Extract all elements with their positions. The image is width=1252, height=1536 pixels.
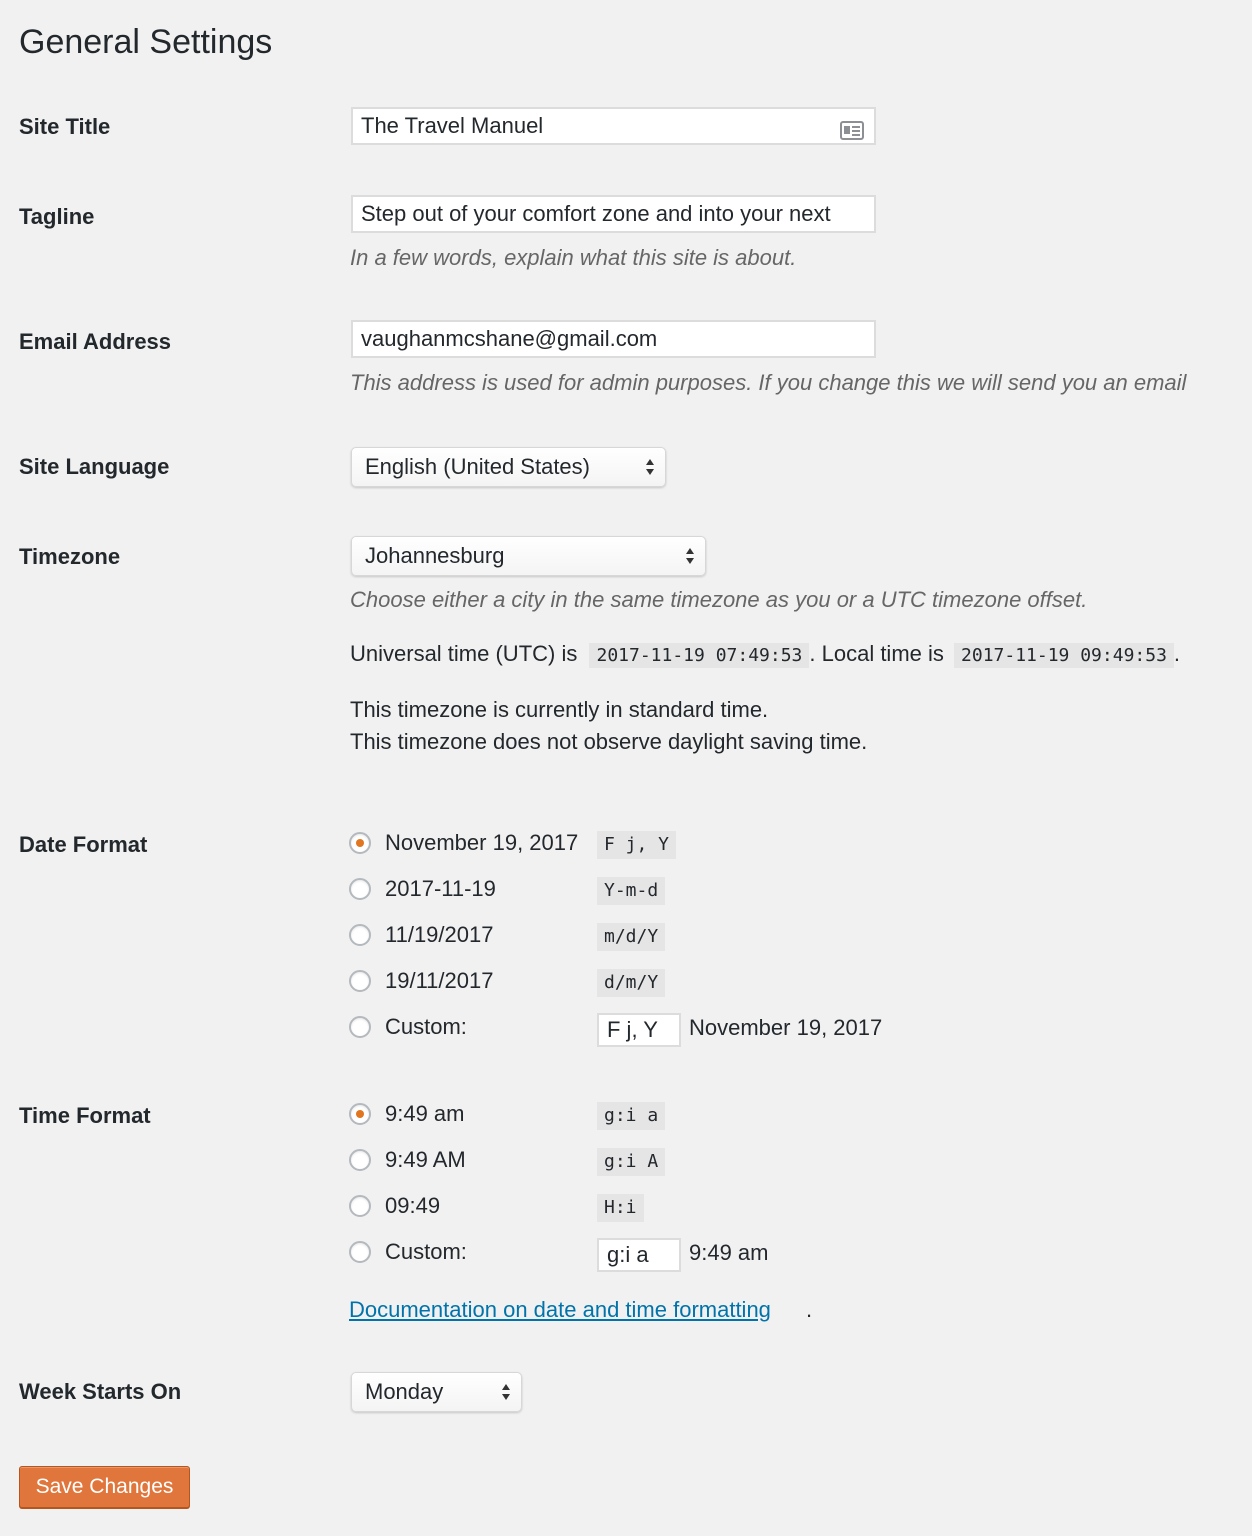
date-format-code: d/m/Y [597,969,665,997]
select-arrows-icon [685,546,695,566]
time-format-code: g:i A [597,1148,665,1176]
timezone-description: Choose either a city in the same timezone as you or a UTC timezone offset. [350,587,1088,612]
week-starts-value: Monday [365,1379,444,1404]
local-time-code: 2017-11-19 09:49:53 [954,643,1174,668]
local-suffix: . [1173,641,1181,666]
time-format-option-label: 09:49 [385,1193,441,1218]
time-format-custom-preview: 9:49 am [689,1240,769,1265]
tagline-input[interactable]: Step out of your comfort zone and into your next [351,195,876,233]
week-starts-select[interactable] [351,1372,522,1412]
local-prefix: . Local time is [809,641,944,666]
site-title-value: The Travel Manuel [361,113,544,138]
site-title-label: Site Title [19,114,111,139]
documentation-link-suffix: . [806,1297,813,1322]
site-title-input[interactable] [351,107,876,145]
timezone-select[interactable] [351,536,706,576]
time-format-option-label: 9:49 AM [385,1147,466,1172]
time-format-radio[interactable] [349,1149,371,1171]
date-format-option-label: 11/19/2017 [385,922,494,947]
time-format-custom-input[interactable]: g:i a [597,1238,681,1272]
date-format-radio[interactable] [349,924,371,946]
time-format-radio[interactable] [349,1195,371,1217]
date-format-code: Y-m-d [597,877,665,905]
date-format-option-label: 19/11/2017 [385,968,494,993]
timezone-label: Timezone [19,544,121,569]
standard-time-note: This timezone is currently in standard time. [350,697,769,722]
tagline-label: Tagline [19,204,95,229]
contact-card-icon[interactable] [840,116,864,135]
select-arrows-icon [645,457,655,477]
date-format-label: Date Format [19,832,148,857]
utc-time-code: 2017-11-19 07:49:53 [589,643,809,668]
timezone-value: Johannesburg [365,543,505,568]
time-format-radio[interactable] [349,1103,371,1125]
week-starts-label: Week Starts On [19,1379,182,1404]
time-format-option-label: 9:49 am [385,1101,465,1126]
date-format-custom-input[interactable]: F j, Y [597,1013,681,1047]
tagline-description: In a few words, explain what this site is about. [350,245,797,270]
utc-time-line [350,639,1180,670]
date-format-option-label: November 19, 2017 [385,830,579,855]
date-format-option-label: 2017-11-19 [385,876,496,901]
email-label: Email Address [19,329,172,354]
date-format-radio[interactable] [349,878,371,900]
site-language-value: English (United States) [365,454,590,479]
email-description: This address is used for admin purposes. If you change this we will send you an email [350,370,1187,395]
date-format-code: m/d/Y [597,923,665,951]
utc-prefix: Universal time (UTC) is [350,641,578,666]
date-format-custom-radio[interactable] [349,1016,371,1038]
documentation-link[interactable]: Documentation on date and time formatting [349,1297,771,1322]
date-format-radio[interactable] [349,832,371,854]
dst-note: This timezone does not observe daylight saving time. [350,729,868,754]
date-format-custom-preview: November 19, 2017 [689,1015,883,1040]
site-language-label: Site Language [19,454,170,479]
time-format-custom-radio[interactable] [349,1241,371,1263]
date-format-radio[interactable] [349,970,371,992]
time-format-code: H:i [597,1194,644,1222]
time-format-custom-label: Custom: [385,1239,467,1264]
page-title: General Settings [19,23,273,61]
time-format-label: Time Format [19,1103,151,1128]
site-language-select[interactable] [351,447,666,487]
date-format-custom-label: Custom: [385,1014,467,1039]
email-input[interactable]: vaughanmcshane@gmail.com [351,320,876,358]
time-format-code: g:i a [597,1102,665,1130]
select-arrows-icon [501,1382,511,1402]
date-format-code: F j, Y [597,831,676,859]
save-changes-button[interactable]: Save Changes [19,1466,190,1508]
